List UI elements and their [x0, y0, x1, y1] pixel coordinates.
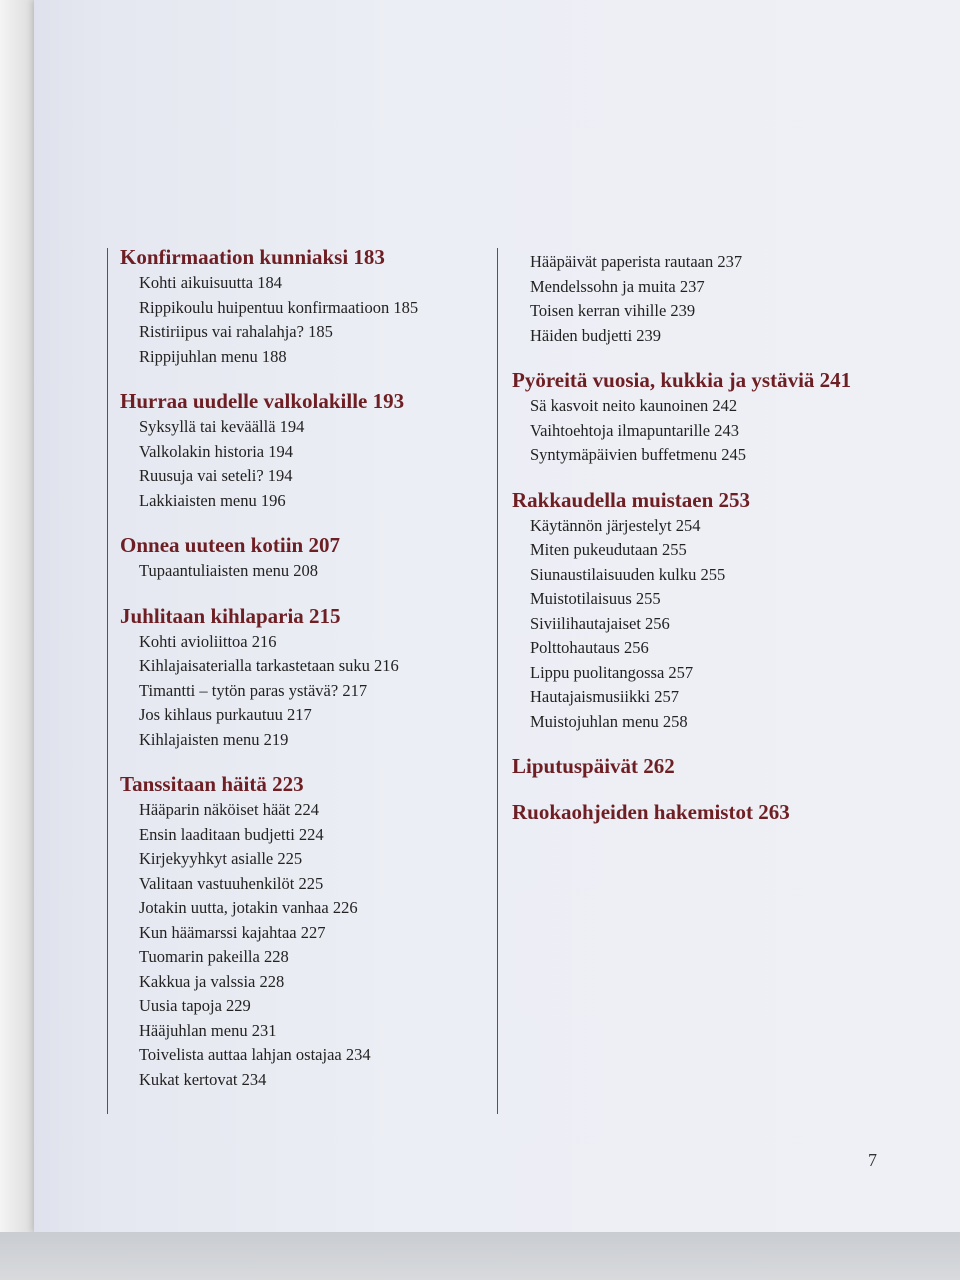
toc-entry: Kun häämarssi kajahtaa 227 — [139, 922, 326, 942]
toc-section — [120, 387, 490, 513]
toc-left-column — [120, 243, 490, 1110]
toc-chapter-heading: Juhlitaan kihlaparia 215 — [120, 603, 341, 628]
toc-entry: Kakkua ja valssia 228 — [139, 971, 285, 991]
toc-entry: Lakkiaisten menu 196 — [139, 490, 286, 510]
column-rule-middle — [497, 248, 498, 1114]
toc-section — [120, 243, 490, 369]
toc-chapter-heading: Hurraa uudelle valkolakille 193 — [120, 389, 405, 413]
toc-section — [512, 366, 932, 468]
toc-entry: Toivelista auttaa lahjan ostajaa 234 — [139, 1045, 371, 1064]
toc-entry: Sä kasvoit neito kaunoinen 242 — [530, 396, 738, 415]
toc-entry: Kihlajaisaterialla tarkastetaan suku 216 — [139, 656, 399, 675]
toc-entry: Tuomarin pakeilla 228 — [139, 947, 289, 966]
toc-entry: Kohti avioliittoa 216 — [139, 631, 277, 651]
toc-section — [120, 531, 490, 584]
toc-entry: Timantti – tytön paras ystävä? 217 — [139, 680, 368, 700]
toc-entry: Ruusuja vai seteli? 194 — [139, 466, 293, 485]
toc-entry: Valitaan vastuuhenkilöt 225 — [139, 873, 324, 893]
toc-entry: Jotakin uutta, jotakin vanhaa 226 — [139, 898, 358, 917]
page-number: 7 — [868, 1150, 877, 1170]
toc-entry: Kukat kertovat 234 — [139, 1069, 267, 1089]
toc-chapter-heading: Pyöreitä vuosia, kukkia ja ystäviä 241 — [512, 368, 852, 392]
toc-entry: Kohti aikuisuutta 184 — [139, 273, 282, 292]
toc-entry: Polttohautaus 256 — [530, 638, 649, 657]
toc-chapter-heading: Onnea uuteen kotiin 207 — [120, 533, 340, 557]
toc-entry: Rippikoulu huipentuu konfirmaatioon 185 — [139, 297, 419, 317]
toc-entry: Rippijuhlan menu 188 — [139, 346, 287, 366]
toc-section — [512, 798, 932, 826]
toc-right-column — [512, 250, 932, 844]
toc-entry: Käytännön järjestelyt 254 — [530, 515, 701, 535]
toc-section — [120, 770, 490, 1092]
toc-entry: Kihlajaisten menu 219 — [139, 729, 289, 749]
toc-chapter-heading: Konfirmaation kunniaksi 183 — [120, 245, 385, 269]
toc-section — [512, 250, 932, 348]
toc-entry: Muistojuhlan menu 258 — [530, 711, 688, 731]
toc-entry: Siviilihautajaiset 256 — [530, 613, 670, 633]
toc-chapter-heading: Liputuspäivät 262 — [512, 754, 675, 778]
toc-section — [120, 602, 490, 753]
toc-entry: Häiden budjetti 239 — [530, 325, 662, 345]
toc-entry: Ristiriipus vai rahalahja? 185 — [139, 322, 333, 341]
toc-entry: Valkolakin historia 194 — [139, 441, 293, 461]
toc-chapter-heading: Tanssitaan häitä 223 — [120, 772, 304, 796]
toc-entry: Syksyllä tai keväällä 194 — [139, 417, 305, 436]
table-surface — [0, 1232, 960, 1280]
toc-entry: Muistotilaisuus 255 — [530, 589, 661, 608]
toc-section — [512, 752, 932, 780]
toc-entry: Vaihtoehtoja ilmapuntarille 243 — [530, 420, 739, 440]
toc-entry: Syntymäpäivien buffetmenu 245 — [530, 445, 746, 464]
toc-section — [512, 486, 932, 735]
toc-chapter-heading: Ruokaohjeiden hakemistot 263 — [512, 800, 790, 824]
column-rule-left — [107, 248, 108, 1114]
toc-entry: Kirjekyyhkyt asialle 225 — [139, 849, 303, 868]
toc-entry: Hääpäivät paperista rautaan 237 — [530, 252, 743, 271]
toc-entry: Hääjuhlan menu 231 — [139, 1020, 277, 1040]
toc-entry: Hääparin näköiset häät 224 — [139, 800, 320, 819]
toc-entry: Ensin laaditaan budjetti 224 — [139, 824, 324, 844]
toc-entry: Lippu puolitangossa 257 — [530, 662, 694, 682]
toc-entry: Uusia tapoja 229 — [139, 996, 251, 1015]
toc-entry: Tupaantuliaisten menu 208 — [139, 561, 319, 580]
toc-entry: Toisen kerran vihille 239 — [530, 301, 696, 320]
toc-entry: Siunaustilaisuuden kulku 255 — [530, 564, 726, 584]
toc-entry: Miten pukeudutaan 255 — [530, 540, 687, 559]
book-gutter — [0, 0, 34, 1280]
toc-chapter-heading: Rakkaudella muistaen 253 — [512, 487, 751, 512]
toc-entry: Jos kihlaus purkautuu 217 — [139, 705, 312, 724]
toc-entry: Mendelssohn ja muita 237 — [530, 276, 705, 296]
toc-entry: Hautajaismusiikki 257 — [530, 687, 679, 706]
